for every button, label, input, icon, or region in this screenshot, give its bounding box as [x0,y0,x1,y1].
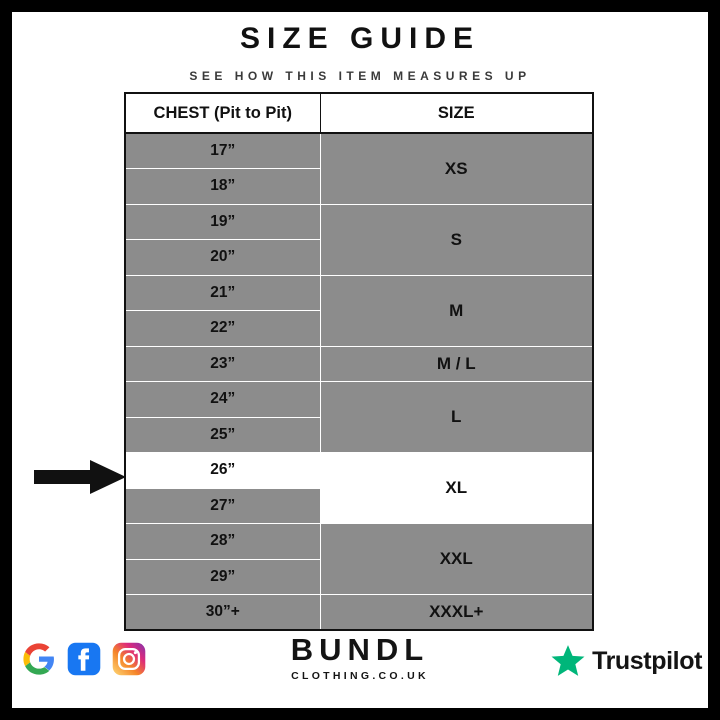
chest-value: 22” [125,311,320,347]
page-title: SIZE GUIDE [239,22,481,55]
column-header-size: SIZE [320,93,593,133]
table-header-row [125,93,593,133]
table-row[interactable] [125,382,593,418]
footer [12,630,708,696]
chest-value: 26” [125,453,320,489]
size-value: S [320,204,593,275]
table-row[interactable] [125,346,593,382]
trustpilot-label: Trustpilot [592,646,702,675]
table-row[interactable] [125,275,593,311]
size-value: M / L [320,346,593,382]
brand-name: BUNDL [290,632,430,667]
chest-value: 18” [125,169,320,205]
size-value-selected: XL [320,453,593,524]
chest-value: 29” [125,559,320,595]
chest-value: 17” [125,133,320,169]
selected-size-arrow-icon [34,460,126,494]
table-row[interactable] [125,524,593,560]
size-guide-card [12,12,708,708]
chest-value: 20” [125,240,320,276]
table-row-selected[interactable] [125,453,593,489]
trustpilot-badge[interactable] [551,644,702,678]
chest-value: 21” [125,275,320,311]
size-value: XXXL+ [320,595,593,631]
table-row[interactable] [125,204,593,240]
chest-value: 25” [125,417,320,453]
chest-value: 27” [125,488,320,524]
page-subtitle: SEE HOW THIS ITEM MEASURES UP [189,69,531,83]
size-value: M [320,275,593,346]
column-header-chest: CHEST (Pit to Pit) [125,93,320,133]
size-value: XS [320,133,593,204]
chest-value: 24” [125,382,320,418]
table-row[interactable] [125,133,593,169]
brand-website: CLOTHING.CO.UK [291,669,429,682]
chest-value: 30”+ [125,595,320,631]
chest-value: 23” [125,346,320,382]
size-table-container [124,92,594,631]
size-value: XXL [320,524,593,595]
chest-value: 28” [125,524,320,560]
table-row[interactable] [125,595,593,631]
size-value: L [320,382,593,453]
trustpilot-star-icon [551,644,585,678]
chest-value: 19” [125,204,320,240]
size-table [124,92,594,631]
